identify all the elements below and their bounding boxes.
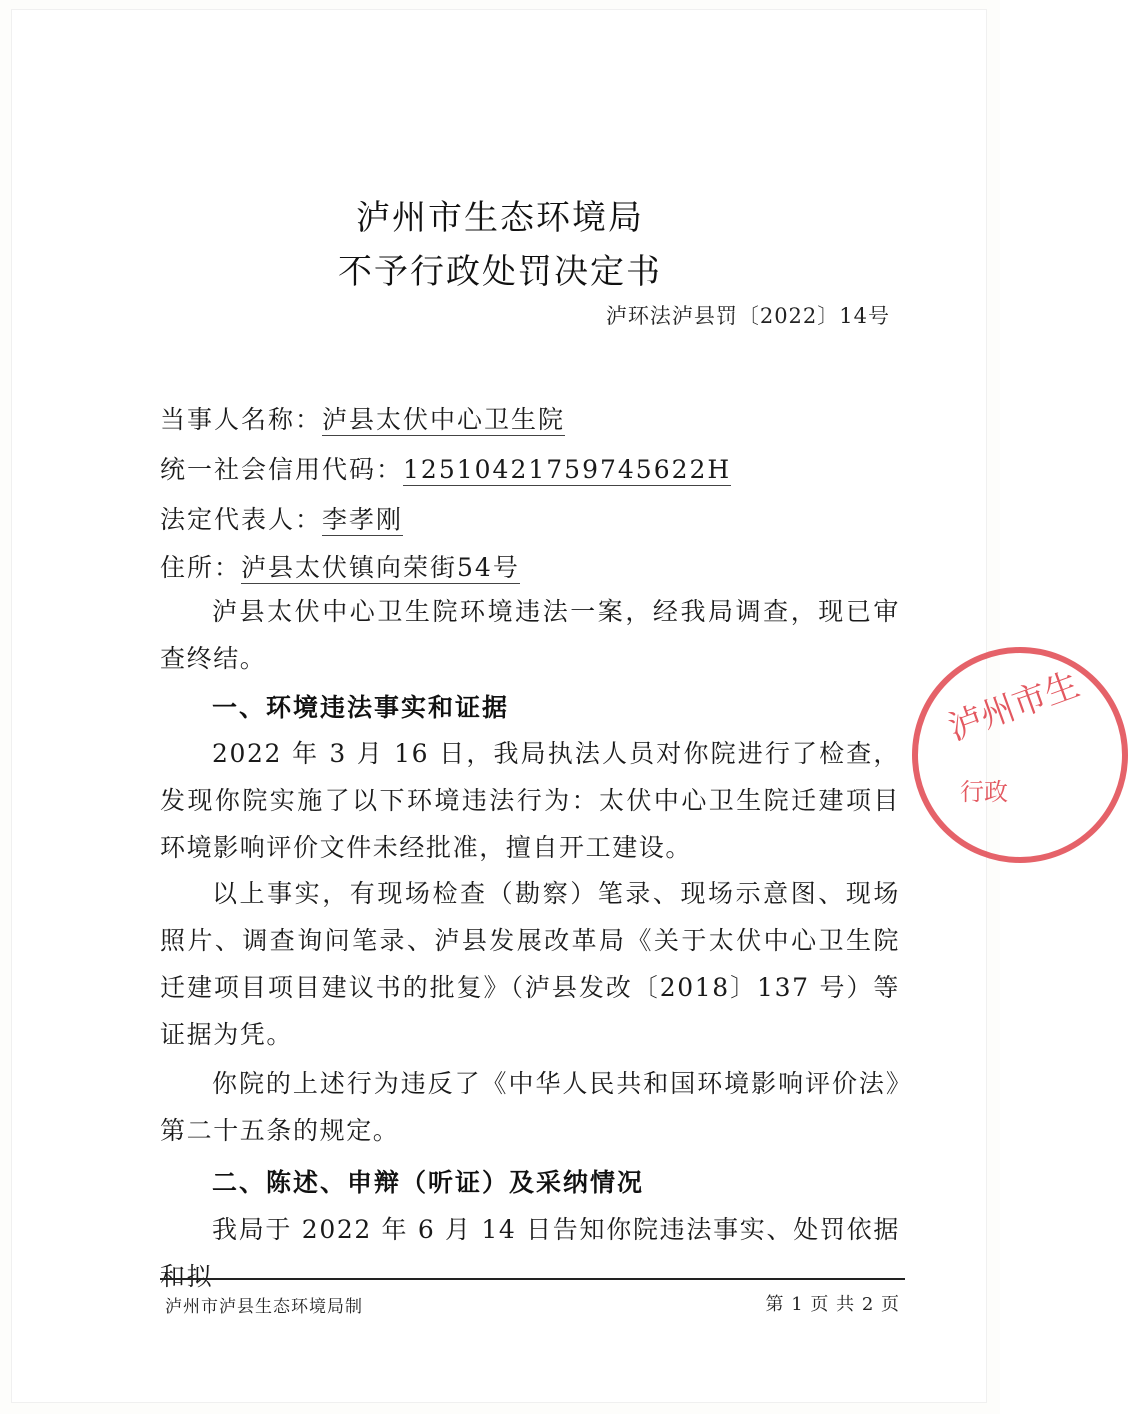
document-number: 泸环法泸县罚〔2022〕14号	[605, 304, 890, 328]
section2-paragraph-1	[160, 1206, 900, 1300]
credit-code-row	[160, 450, 731, 486]
section1-p2-text: 以上事实，有现场检查（勘察）笔录、现场示意图、现场照片、调查询问笔录、泸县发展改革局《关于太伏中心卫生院迁建项目项目建议书的批复》（泸县发改〔2018〕137 号）等证据为凭。	[160, 879, 900, 1049]
document-title-type: 不予行政处罚决定书	[338, 252, 662, 292]
legal-rep-label: 法定代表人：	[160, 505, 323, 534]
credit-code-label: 统一社会信用代码：	[160, 455, 404, 484]
section2-p1-text: 我局于 2022 年 6 月 14 日告知你院违法事实、处罚依据和拟	[160, 1215, 900, 1291]
official-seal-stamp	[905, 640, 1135, 870]
section1-p1-text: 2022 年 3 月 16 日，我局执法人员对你院进行了检查，发现你院实施了以下环境违法行为：太伏中心卫生院迁建项目环境影响评价文件未经批准，擅自开工建设。	[160, 739, 900, 862]
intro-paragraph	[160, 588, 900, 682]
footer-issuer: 泸州市泸县生态环境局制	[165, 1297, 363, 1317]
section2-heading: 二、陈述、申辩（听证）及采纳情况	[212, 1168, 645, 1197]
party-name-value: 泸县太伏中心卫生院	[322, 405, 566, 434]
seal-text-top: 泸州市生	[943, 664, 1085, 749]
legal-rep-value: 李孝刚	[322, 505, 404, 534]
party-name-row	[160, 400, 565, 436]
section1-p3-text: 你院的上述行为违反了《中华人民共和国环境影响评价法》第二十五条的规定。	[160, 1069, 900, 1145]
section1-paragraph-3	[160, 1060, 900, 1154]
legal-rep-row	[160, 500, 403, 536]
section1-heading: 一、环境违法事实和证据	[212, 693, 510, 722]
credit-code-value: 12510421759745622H	[403, 455, 732, 484]
document-title-agency: 泸州市生态环境局	[356, 198, 644, 238]
intro-text: 泸县太伏中心卫生院环境违法一案，经我局调查，现已审查终结。	[160, 597, 900, 673]
address-value: 泸县太伏镇向荣街54号	[241, 553, 520, 582]
footer-divider	[160, 1278, 905, 1280]
address-label: 住所：	[160, 553, 242, 582]
section1-paragraph-1	[160, 730, 900, 871]
party-name-label: 当事人名称：	[160, 405, 323, 434]
seal-text-bottom: 行政	[960, 778, 1008, 806]
footer-page-info: 第 1 页 共 2 页	[765, 1294, 900, 1315]
section1-paragraph-2	[160, 870, 900, 1058]
address-row	[160, 548, 520, 584]
